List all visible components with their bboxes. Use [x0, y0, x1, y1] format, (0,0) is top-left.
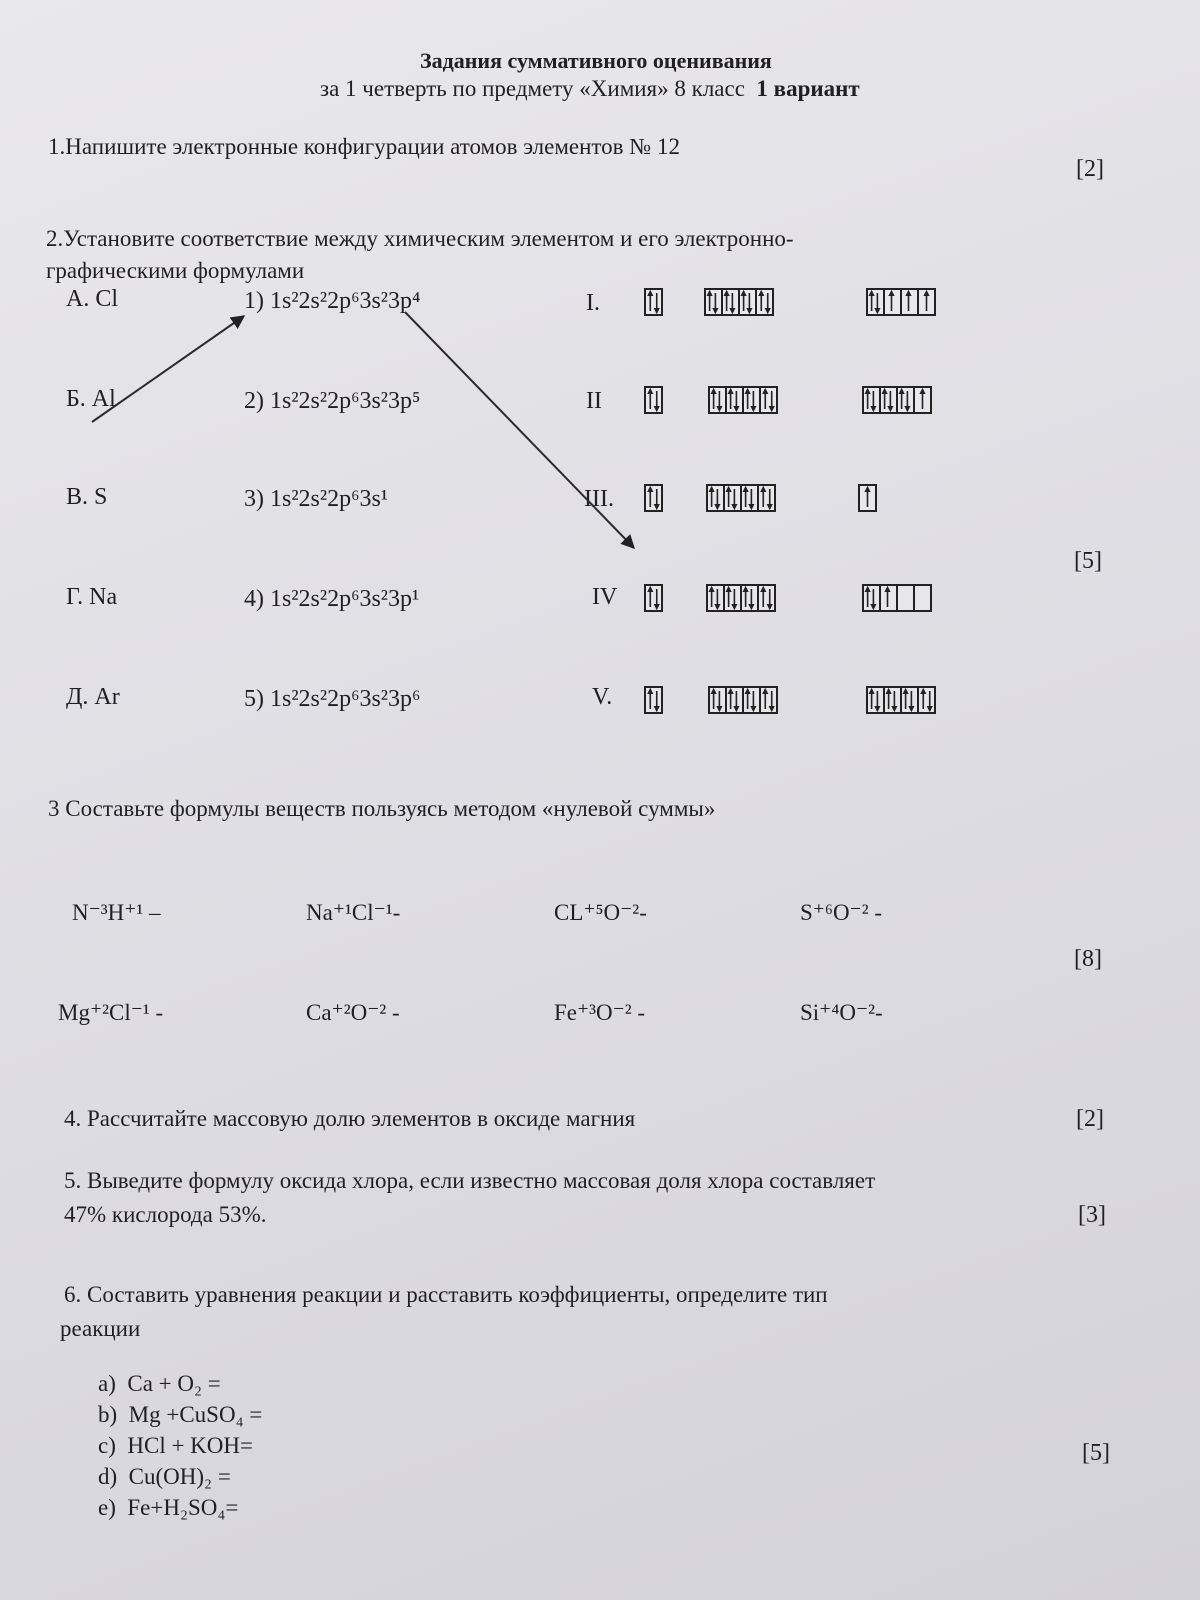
reaction-item	[98, 1492, 262, 1523]
document-title: Задания суммативного оценивания	[420, 48, 772, 73]
config-value: 1s²2s²2p⁶3s²3p⁴	[270, 288, 421, 314]
formula-5: Mg⁺²Cl⁻¹ -	[58, 1000, 164, 1025]
formula-6: Ca⁺²O⁻² -	[306, 1000, 400, 1025]
reaction-label: a)	[98, 1371, 116, 1396]
roman-3: III.	[584, 486, 614, 512]
element-v: В. S	[66, 484, 108, 510]
reaction-item	[98, 1430, 262, 1461]
roman-5: V.	[592, 684, 613, 710]
config-label: 5)	[244, 686, 264, 712]
config-value: 1s²2s²2p⁶3s¹	[270, 486, 388, 512]
question-5-line2: 47% кислорода 53%.	[64, 1202, 267, 1227]
reaction-text: Cu(OH)₂ =	[128, 1464, 231, 1489]
element-g: Г. Na	[66, 584, 118, 610]
formula-1: N⁻³H⁺¹ –	[72, 900, 161, 925]
question-3: 3 Составьте формулы веществ пользуясь методом «нулевой суммы»	[48, 796, 716, 821]
reaction-item	[98, 1399, 262, 1430]
roman-1: I.	[586, 290, 600, 316]
question-6-line2: реакции	[60, 1316, 141, 1341]
formula-7: Fe⁺³O⁻² -	[554, 1000, 646, 1025]
reaction-list	[98, 1368, 262, 1523]
reaction-text: Ca + O₂ =	[127, 1371, 221, 1396]
formula-3: CL⁺⁵O⁻²-	[554, 900, 647, 925]
config-label: 1)	[244, 288, 264, 314]
reaction-label: b)	[98, 1402, 118, 1427]
question-1-score: [2]	[1076, 156, 1104, 182]
question-6-line1: 6. Составить уравнения реакции и расставить коэффициенты, определите тип	[64, 1282, 828, 1307]
config-label: 3)	[244, 486, 264, 512]
config-value: 1s²2s²2p⁶3s²3p⁵	[270, 388, 421, 414]
roman-2: II	[586, 388, 602, 414]
roman-4: IV	[592, 584, 618, 610]
config-value: 1s²2s²2p⁶3s²3p¹	[270, 586, 420, 612]
reaction-text: Fe+H₂SO₄=	[127, 1495, 239, 1520]
formula-4: S⁺⁶O⁻² -	[800, 900, 883, 925]
question-3-score: [8]	[1074, 946, 1102, 972]
question-2-line1: 2.Установите соответствие между химическим элементом и его электронно-	[46, 226, 794, 251]
reaction-item	[98, 1368, 262, 1399]
question-2-score: [5]	[1074, 548, 1102, 574]
reaction-text: Mg +CuSO₄ =	[128, 1402, 263, 1427]
formula-8: Si⁺⁴O⁻²-	[800, 1000, 883, 1025]
subtitle-main: за 1 четверть по предмету «Химия» 8 класс	[320, 76, 745, 101]
formula-2: Na⁺¹Cl⁻¹-	[306, 900, 401, 925]
match-arrow-b-to-1	[92, 316, 244, 422]
element-a: А. Cl	[66, 286, 119, 312]
reaction-text: HCl + KOH=	[127, 1433, 253, 1458]
config-label: 2)	[244, 388, 264, 414]
element-d: Д. Ar	[66, 684, 120, 710]
subtitle-variant: 1 вариант	[756, 76, 860, 101]
question-4: 4. Рассчитайте массовую долю элементов в оксиде магния	[64, 1106, 636, 1131]
reaction-label: e)	[98, 1495, 116, 1520]
config-value: 1s²2s²2p⁶3s²3p⁶	[270, 686, 421, 712]
question-1: 1.Напишите электронные конфигурации атомов элементов № 12	[48, 134, 680, 159]
element-b: Б. Al	[66, 386, 116, 412]
question-5-score: [3]	[1078, 1202, 1106, 1228]
reaction-label: c)	[98, 1433, 116, 1458]
question-4-score: [2]	[1076, 1106, 1104, 1132]
config-label: 4)	[244, 586, 264, 612]
match-arrow-1-to-3	[405, 312, 634, 548]
reaction-item	[98, 1461, 262, 1492]
question-6-score: [5]	[1082, 1440, 1110, 1466]
question-2-line2: графическими формулами	[46, 258, 305, 283]
reaction-label: d)	[98, 1464, 118, 1489]
question-5-line1: 5. Выведите формулу оксида хлора, если известно массовая доля хлора составляет	[64, 1168, 876, 1193]
